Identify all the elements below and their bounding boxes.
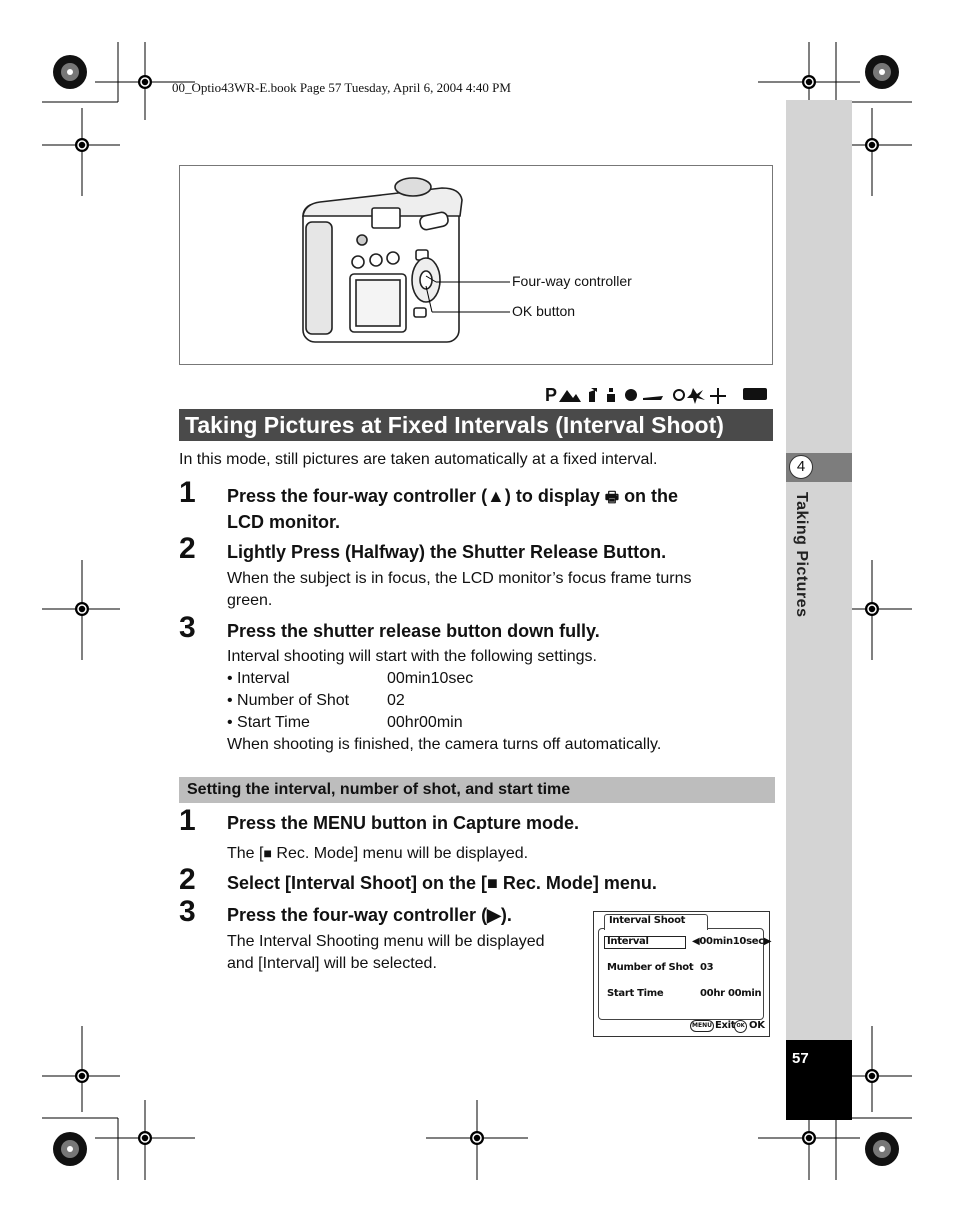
page-number: 57 <box>792 1050 809 1067</box>
interval-shoot-icon: 🖶 <box>604 489 620 506</box>
lcd-row-start-value: 00hr 00min <box>700 988 762 999</box>
lcd-row-shots-label: Mumber of Shot <box>607 962 694 973</box>
night-icon <box>674 390 684 400</box>
snow-icon <box>710 388 726 404</box>
setting-row: • Interval 00min10sec <box>227 670 474 687</box>
surf-snow-icon <box>625 389 637 401</box>
lcd-row-start-label: Start Time <box>607 988 664 999</box>
lcd-ok-button-icon: OK <box>734 1020 747 1033</box>
landscape-icon <box>559 390 581 402</box>
lcd-row-interval-label: Interval <box>607 936 649 947</box>
lcd-row-shots-value: 03 <box>700 962 714 973</box>
sub-step-1-body: The [■ Rec. Mode] menu will be displayed. <box>227 845 529 862</box>
setting-row: • Number of Shot 02 <box>227 692 405 709</box>
lcd-menu-button-icon: MENU <box>690 1020 714 1032</box>
flower-icon <box>589 388 597 402</box>
setting-row: • Start Time 00hr00min <box>227 714 463 731</box>
sub-step-1-text: Press the MENU button in Capture mode. <box>227 813 580 833</box>
sub-step-1-number: 1 <box>179 804 196 837</box>
camera-icon: ■ <box>487 873 498 893</box>
lcd-tab-label: Interval Shoot <box>609 915 686 926</box>
sub-step-3-body: The Interval Shooting menu will be displayed and [Interval] will be selected. <box>227 933 545 972</box>
snap-icon <box>743 388 767 400</box>
callout-four-way-controller: Four-way controller <box>512 273 632 289</box>
subsection-title: Setting the interval, number of shot, and start time <box>179 777 775 803</box>
fireworks-icon <box>687 388 705 404</box>
section-title: Taking Pictures at Fixed Intervals (Interval Shoot) <box>179 409 773 441</box>
step-1-number: 1 <box>179 476 196 509</box>
step-2-body: When the subject is in focus, the LCD monitor’s focus frame turns green. <box>227 570 692 609</box>
sub-step-3-number: 3 <box>179 895 196 928</box>
sub-step-2-text: Select [Interval Shoot] on the [■ Rec. Mode] menu. <box>227 873 657 893</box>
lcd-footer-ok: OK <box>749 1020 765 1031</box>
camera-figure <box>179 165 773 365</box>
section-intro: In this mode, still pictures are taken automatically at a fixed interval. <box>179 451 658 468</box>
mode-icons <box>545 384 773 406</box>
chapter-number: 4 <box>789 455 813 479</box>
portrait-icon <box>607 388 615 402</box>
step-2-number: 2 <box>179 532 196 565</box>
callout-ok-button: OK button <box>512 303 576 319</box>
step-2-text: Lightly Press (Halfway) the Shutter Release Button. <box>227 542 667 562</box>
lcd-row-interval-value: ◀00min10sec▶ <box>692 936 772 947</box>
sub-step-2-number: 2 <box>179 863 196 896</box>
sport-icon <box>643 396 663 400</box>
step-1-text: Press the four-way controller (▲) to display 🖶 on the LCD monitor. <box>227 486 679 532</box>
lcd-footer-exit: Exit <box>715 1020 736 1031</box>
step-3-body: Interval shooting will start with the following settings. • Interval 00min10sec • Number of Shot 02 • Start Time 00hr00min When shooting is finished, the camera turns off automatically. <box>227 646 727 756</box>
camera-illustration <box>180 166 772 364</box>
print-header: 00_Optio43WR-E.book Page 57 Tuesday, April 6, 2004 4:40 PM <box>172 80 511 95</box>
chapter-title: Taking Pictures <box>793 492 810 618</box>
mode-p-label: P <box>545 385 558 405</box>
step-3-number: 3 <box>179 611 196 644</box>
camera-icon: ■ <box>263 845 272 861</box>
step-3-text: Press the shutter release button down fully. <box>227 621 600 641</box>
sub-step-3-text: Press the four-way controller (▶). <box>227 905 512 925</box>
